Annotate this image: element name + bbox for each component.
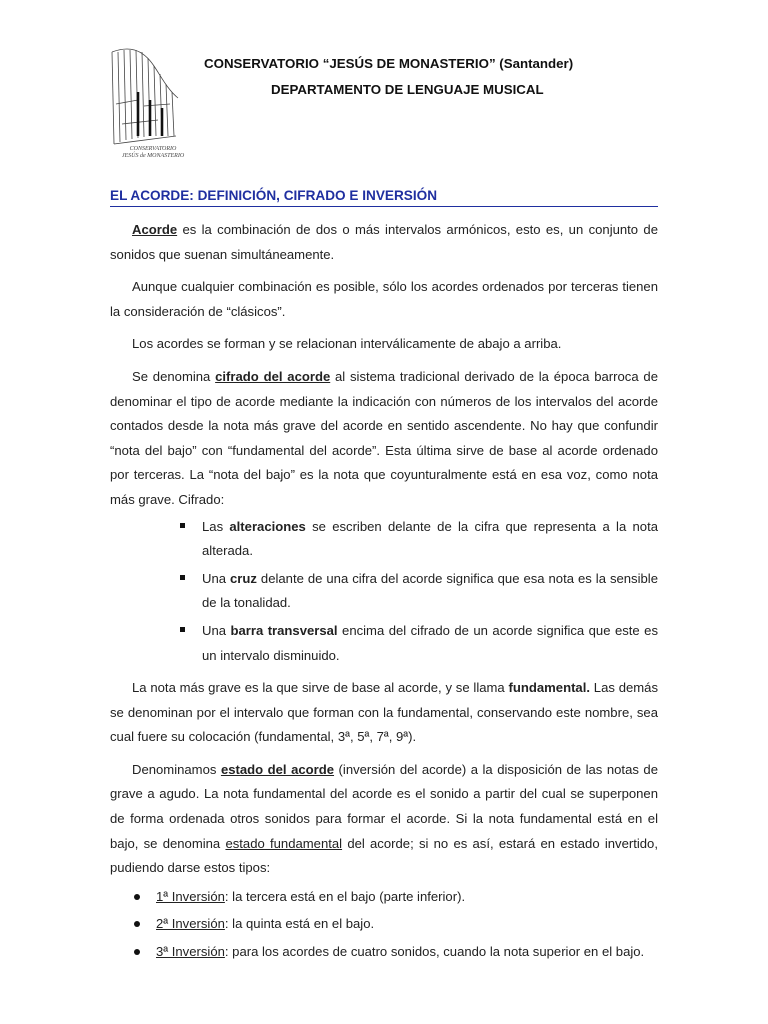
logo-text-1: CONSERVATORIO bbox=[129, 146, 177, 152]
item-text: Una bbox=[202, 622, 231, 638]
term-estado: estado del acorde bbox=[220, 761, 335, 777]
item-label: 2ª Inversión bbox=[156, 916, 225, 932]
item-label: 3ª Inversión bbox=[156, 944, 225, 960]
paragraph-text: Los acordes se forman y se relacionan interválicamente de abajo a arriba. bbox=[132, 336, 562, 352]
term-fundamental: fundamental. bbox=[508, 680, 590, 696]
logo-text-2: JESÚS de MONASTERIO bbox=[121, 153, 185, 159]
department-title: DEPARTAMENTO DE LENGUAJE MUSICAL bbox=[271, 82, 544, 97]
square-bullet-icon bbox=[180, 523, 185, 528]
paragraph-fundamental bbox=[110, 676, 658, 750]
square-bullet-icon bbox=[180, 627, 185, 632]
round-bullet-icon bbox=[134, 921, 140, 927]
inversion-list bbox=[110, 885, 658, 965]
term-estado-fundamental: estado fundamental bbox=[225, 835, 343, 851]
paragraph-text: (inversión del acorde) a la disposición de las notas de grave a agudo. La nota fundamental del acorde es el sonido a partir del cual se superponen de forma ordenada otros sonidos para formar el acorde. Si la nota fundamental está en el bajo, se denomina bbox=[110, 761, 658, 851]
cifrado-list bbox=[110, 515, 658, 669]
item-text: : la quinta está en el bajo. bbox=[224, 916, 375, 932]
paragraph-text: es la combinación de dos o más intervalos armónicos, esto es, un conjunto de sonidos que suenan simultáneamente. bbox=[110, 222, 658, 262]
paragraph-text: del acorde; si no es así, estará en estado invertido, pudiendo darse estos tipos: bbox=[110, 835, 658, 876]
round-bullet-icon bbox=[134, 949, 140, 955]
institution-title: CONSERVATORIO “JESÚS DE MONASTERIO” (Santander) bbox=[204, 56, 574, 71]
item-bold: barra transversal bbox=[230, 622, 338, 638]
list-item bbox=[134, 912, 658, 937]
term-acorde: Acorde bbox=[132, 222, 178, 237]
paragraph-cifrado bbox=[110, 365, 658, 513]
paragraph-text: Se denomina bbox=[132, 368, 216, 384]
item-label: 1ª Inversión bbox=[156, 888, 225, 904]
item-text: se escriben delante de la cifra que representa a la nota alterada. bbox=[202, 518, 658, 559]
paragraph-text: Aunque cualquier combinación es posible, sólo los acordes ordenados por terceras tienen la consideración de “clásicos”. bbox=[110, 279, 658, 319]
item-text: : la tercera está en el bajo (parte inferior). bbox=[224, 888, 466, 904]
paragraph-combinacion bbox=[110, 275, 658, 324]
document-body bbox=[110, 218, 658, 968]
list-item bbox=[134, 940, 658, 965]
paragraph-text: Las demás se denominan por el intervalo que forman con la fundamental, conservando este nombre, sea cual fuere su colocación (fundamental, 3ª, 5ª, 7ª, 9ª). bbox=[110, 680, 659, 745]
paragraph-estado bbox=[110, 758, 658, 881]
paragraph-acorde bbox=[110, 218, 658, 267]
square-bullet-icon bbox=[180, 575, 185, 580]
logo-caption bbox=[110, 146, 196, 160]
item-text: delante de una cifra del acorde significa que esa nota es la sensible de la tonalidad. bbox=[202, 570, 658, 611]
list-item bbox=[180, 567, 658, 616]
list-item bbox=[180, 515, 658, 564]
item-text: : para los acordes de cuatro sonidos, cuando la nota superior en el bajo. bbox=[224, 944, 645, 960]
item-text: Las bbox=[202, 518, 230, 534]
round-bullet-icon bbox=[134, 894, 140, 900]
conservatory-logo bbox=[108, 44, 194, 162]
list-item bbox=[134, 885, 658, 910]
item-text: Una bbox=[202, 570, 230, 586]
item-text: encima del cifrado de un acorde significa que este es un intervalo disminuido. bbox=[202, 622, 658, 663]
paragraph-text: al sistema tradicional derivado de la época barroca de denominar el tipo de acorde mediante la indicación con números de los intervalos del acorde contados desde la nota más grave del acorde en sentido ascendente. No hay que confundir “nota del bajo” con “fundamental del acorde”. Esta última sirve de base al acorde ordenado por terceras. La “nota del bajo” es la nota que coyunturalmente está en esa voz, como nota más grave. Cifrado: bbox=[110, 368, 658, 507]
term-cifrado: cifrado del acorde bbox=[215, 368, 331, 384]
paragraph-text: Denominamos bbox=[132, 761, 221, 777]
section-title: EL ACORDE: DEFINICIÓN, CIFRADO E INVERSIÓN bbox=[110, 188, 658, 207]
paragraph-formacion bbox=[110, 332, 658, 357]
item-bold: cruz bbox=[230, 570, 257, 586]
harp-logo-icon bbox=[108, 44, 194, 162]
item-bold: alteraciones bbox=[229, 518, 306, 534]
paragraph-text: La nota más grave es la que sirve de base al acorde, y se llama bbox=[132, 680, 509, 696]
list-item bbox=[180, 619, 658, 668]
